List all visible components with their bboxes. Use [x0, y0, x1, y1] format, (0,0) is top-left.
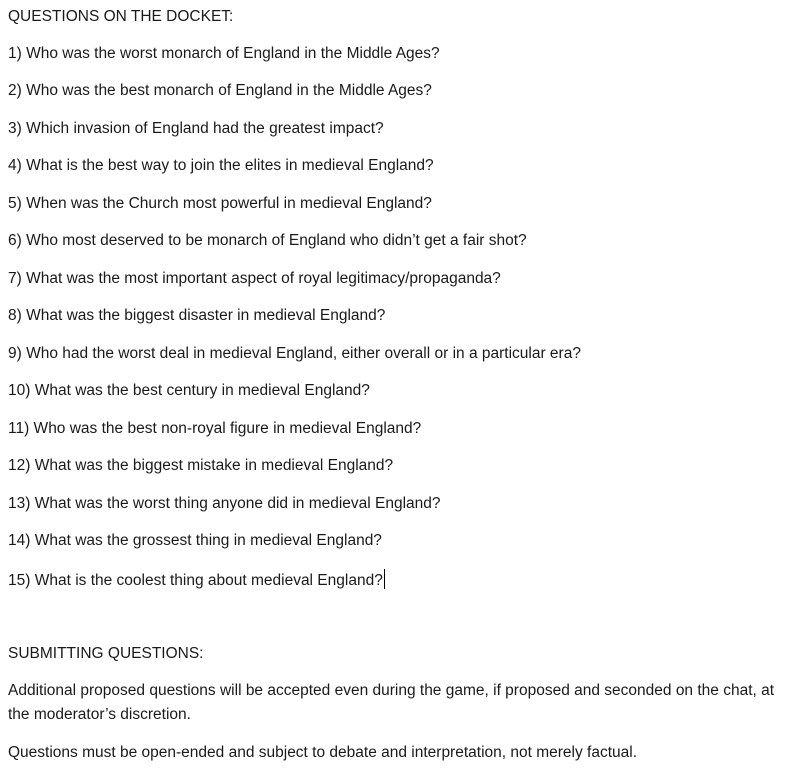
submitting-paragraph-2: Questions must be open-ended and subject to debate and interpretation, not merely factual. — [8, 744, 638, 761]
question-7: 7) What was the most important aspect of royal legitimacy/propaganda? — [8, 270, 501, 287]
question-10: 10) What was the best century in medieval England? — [8, 382, 370, 399]
question-3: 3) Which invasion of England had the greatest impact? — [8, 120, 384, 137]
text-cursor — [384, 569, 385, 589]
question-13: 13) What was the worst thing anyone did in medieval England? — [8, 495, 441, 512]
question-15: 15) What is the coolest thing about medieval England? — [8, 572, 383, 589]
question-1: 1) Who was the worst monarch of England in the Middle Ages? — [8, 45, 440, 62]
question-9: 9) Who had the worst deal in medieval England, either overall or in a particular era? — [8, 345, 581, 362]
question-2: 2) Who was the best monarch of England in the Middle Ages? — [8, 82, 432, 99]
question-15-line — [8, 569, 385, 591]
question-8: 8) What was the biggest disaster in medieval England? — [8, 307, 386, 324]
question-12: 12) What was the biggest mistake in medieval England? — [8, 457, 394, 474]
question-6: 6) Who most deserved to be monarch of England who didn’t get a fair shot? — [8, 232, 527, 249]
submitting-heading: SUBMITTING QUESTIONS: — [8, 645, 204, 662]
question-14: 14) What was the grossest thing in medieval England? — [8, 532, 382, 549]
question-11: 11) Who was the best non-royal figure in medieval England? — [8, 420, 422, 437]
submitting-paragraph-1: Additional proposed questions will be accepted even during the game, if proposed and seconded on the chat, at the moderator’s discretion. — [8, 682, 775, 723]
docket-heading: QUESTIONS ON THE DOCKET: — [8, 8, 234, 25]
question-5: 5) When was the Church most powerful in medieval England? — [8, 195, 432, 212]
question-4: 4) What is the best way to join the elites in medieval England? — [8, 157, 434, 174]
